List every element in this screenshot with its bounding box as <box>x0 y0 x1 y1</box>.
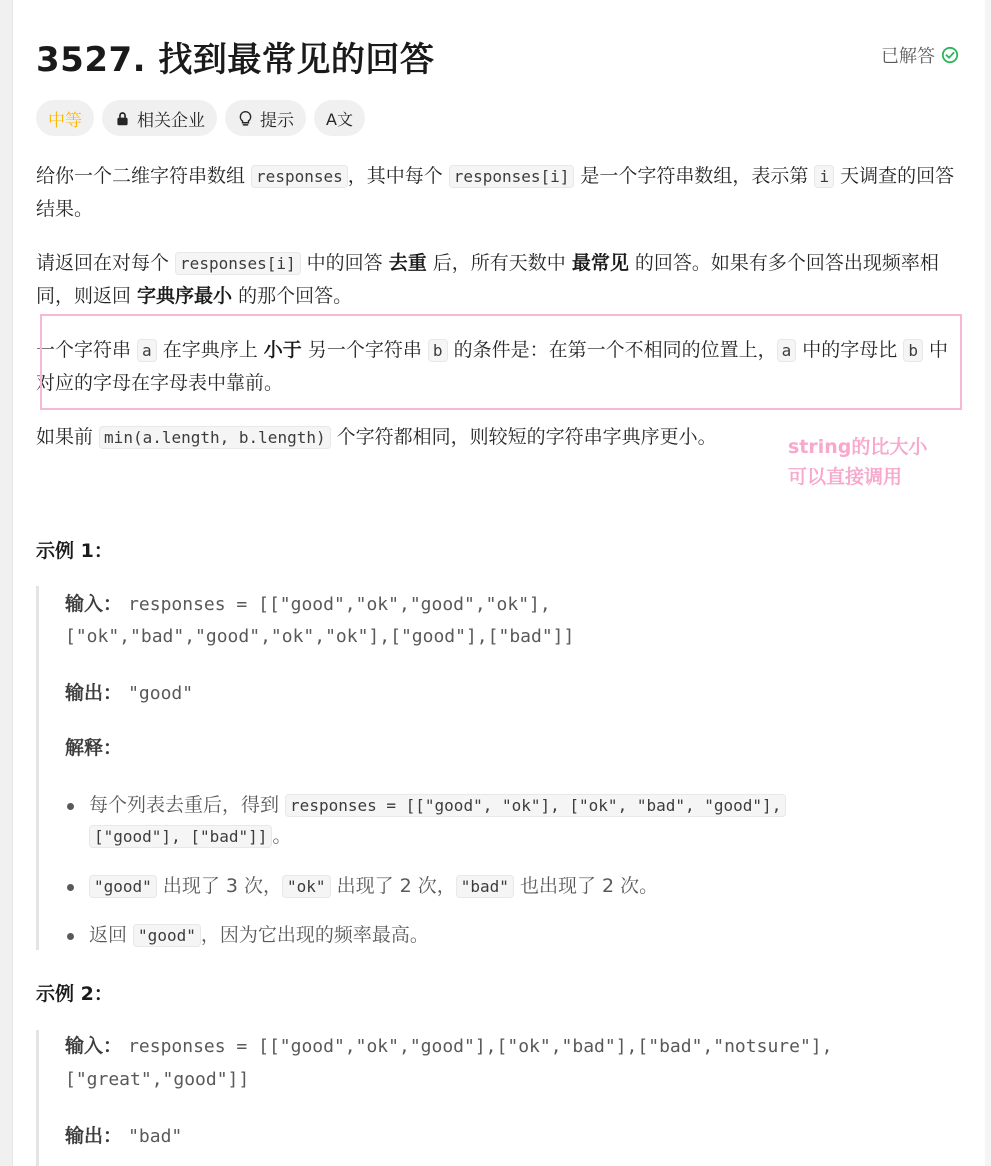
example-2-input <box>65 1030 832 1063</box>
example-1-output <box>65 677 193 710</box>
example-1-input <box>65 588 551 621</box>
inline-code: "ok" <box>282 875 331 898</box>
left-panel-edge <box>0 0 13 1166</box>
output-value: "good" <box>128 683 194 704</box>
explain-label: 解释： <box>65 737 123 759</box>
example-2-title: 示例 2： <box>36 983 113 1005</box>
inline-code: responses <box>251 165 348 188</box>
check-circle-icon <box>941 46 959 64</box>
output-value: "bad" <box>128 1126 183 1147</box>
note-line-2: 可以直接调用 <box>788 466 903 488</box>
inline-code: a <box>137 339 157 362</box>
example-2-output <box>65 1120 182 1153</box>
companies-tag[interactable] <box>102 100 217 136</box>
hint-tag[interactable] <box>225 100 306 136</box>
inline-code: responses[i] <box>175 252 301 275</box>
example-2-input-cont <box>65 1063 249 1096</box>
inline-code: i <box>814 165 834 188</box>
list-item: "good" 出现了 3 次， "ok" 出现了 2 次， "bad" 也出现了 2 次。 <box>89 871 919 902</box>
inline-code: a <box>777 339 797 362</box>
inline-code: ["good"], ["bad"]] <box>89 825 272 848</box>
example-1-input-cont <box>65 620 574 653</box>
inline-code: "bad" <box>456 875 514 898</box>
inline-code: "good" <box>133 924 201 947</box>
highlight-annotation-box <box>40 314 962 410</box>
inline-code: responses = [["good", "ok"], ["ok", "bad", "good"], <box>285 794 786 817</box>
example-1-explain <box>65 732 122 764</box>
hint-label: 提示 <box>260 110 294 131</box>
example-1-title: 示例 1： <box>36 540 113 562</box>
list-item: 返回 "good" ，因为它出现的频率最高。 <box>89 920 919 951</box>
bullet-dot <box>67 803 74 810</box>
example-2-block <box>36 1030 969 1166</box>
input-label: 输入： <box>65 593 123 615</box>
page-title: 3527. 找到最常见的回答 <box>36 40 435 80</box>
difficulty-tag[interactable] <box>36 100 94 136</box>
translate-tag[interactable] <box>314 100 365 136</box>
input-label: 输入： <box>65 1035 123 1057</box>
solved-label: 已解答 <box>881 46 935 67</box>
bullet-dot <box>67 933 74 940</box>
input-value: responses = [["good","ok","good"],["ok","bad"],["bad","notsure"], <box>128 1036 833 1057</box>
description-paragraph-3: 一个字符串 a 在字典序上 小于 另一个字符串 b 的条件是：在第一个不相同的位置上， a 中的字母比 b 中对应的字母在字母表中靠前。 <box>36 339 948 394</box>
difficulty-label: 中等 <box>48 110 82 131</box>
note-line-1: string的比大小 <box>788 436 928 458</box>
output-label: 输出： <box>65 1125 123 1147</box>
bullet-dot <box>67 884 74 891</box>
translate-icon: A文 <box>326 109 353 129</box>
inline-code: min(a.length, b.length) <box>99 426 331 449</box>
handwritten-note <box>788 432 927 492</box>
description-paragraph-4: 如果前 min(a.length, b.length) 个字符都相同，则较短的字符串字典序更小。 <box>36 426 717 448</box>
input-value-cont: ["ok","bad","good","ok","ok"],["good"],["bad"]] <box>65 626 575 647</box>
lock-icon <box>114 110 131 127</box>
input-value: responses = [["good","ok","good","ok"], <box>128 594 551 615</box>
solved-status <box>881 42 959 68</box>
description-paragraph-1: 给你一个二维字符串数组 responses ，其中每个 responses[i] 是一个字符串数组，表示第 i 天调查的回答结果。 <box>36 165 955 220</box>
input-value-cont: ["great","good"]] <box>65 1069 250 1090</box>
inline-code: b <box>428 339 448 362</box>
inline-code: "good" <box>89 875 157 898</box>
example-1-block <box>36 586 969 950</box>
inline-code: b <box>903 339 923 362</box>
lightbulb-icon <box>237 110 254 127</box>
inline-code: responses[i] <box>449 165 575 188</box>
tag-bar <box>36 100 365 136</box>
output-label: 输出： <box>65 682 123 704</box>
companies-label: 相关企业 <box>137 110 205 131</box>
list-item: 每个列表去重后，得到 responses = [["good", "ok"], ["ok", "bad", "good"], ["good"], ["bad"]] 。 <box>89 790 919 852</box>
scrollbar-track[interactable] <box>985 0 991 1166</box>
description-paragraph-2: 请返回在对每个 responses[i] 中的回答 去重 后，所有天数中 最常见 的回答。如果有多个回答出现频率相同，则返回 字典序最小 的那个回答。 <box>36 252 939 307</box>
